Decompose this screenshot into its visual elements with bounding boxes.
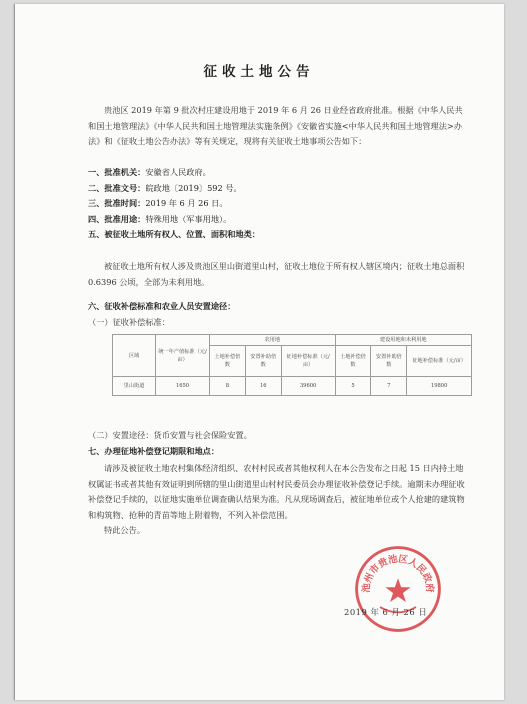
section-5: 五、被征收土地所有权人、位置、面积和地类： xyxy=(88,229,260,239)
page-edge xyxy=(14,4,15,700)
section-4: 四、批准用途：特殊用地（军事用地）。 xyxy=(88,213,232,224)
section-7-body xyxy=(88,461,466,539)
official-seal xyxy=(353,544,443,634)
header-standard-2: 征地补偿标准（元/亩） xyxy=(407,346,472,377)
header-resettle-multiplier-1: 安置补助倍数 xyxy=(245,346,281,377)
cell: 8 xyxy=(209,377,245,396)
section-5-body xyxy=(88,259,466,290)
header-region: 区域 xyxy=(113,335,156,377)
seal-lettering: 池州市贵池区人民政府 xyxy=(360,553,436,594)
header-resettle-multiplier-2: 安置补助倍数 xyxy=(371,346,407,377)
section-6-heading: 六、征收补偿标准和农业人员安置途径： xyxy=(88,301,236,311)
header-annual-output: 统一年产值标准（元/亩） xyxy=(156,335,210,377)
cell: 5 xyxy=(335,377,371,396)
section-6-sub2 xyxy=(88,428,466,459)
sub-2: （二）安置途径：货币安置与社会保险安置。 xyxy=(88,430,252,440)
section-6 xyxy=(88,299,466,330)
sub-1: （一）征收补偿标准： xyxy=(88,316,170,327)
header-land-multiplier-1: 土地补偿倍数 xyxy=(209,346,245,377)
header-land-multiplier-2: 土地补偿倍数 xyxy=(335,346,371,377)
intro-text: 贵池区 2019 年第 9 批次村庄建设用地于 2019 年 6 月 26 日业经省政府批准。根据《中华人民共和国土地管理法》《中华人民共和国土地管理法实施条例》《安徽省实施<中华人民共和国土地管理法>办法》和《征收土地公告办法》等有关规定，现将有关征收土地事项公告如下： xyxy=(88,105,463,146)
cell: 里山街道 xyxy=(113,377,156,396)
cell: 1650 xyxy=(156,377,210,396)
intro-paragraph xyxy=(88,103,466,150)
section-1: 一、批准机关：安徽省人民政府。 xyxy=(88,167,211,177)
cell: 19800 xyxy=(407,377,472,396)
compensation-table xyxy=(112,334,472,396)
cell: 16 xyxy=(245,377,281,396)
section-7-heading: 七、办理征地补偿登记期限和地点： xyxy=(88,445,220,456)
date-signature: 2019 年 6 月 26 日 xyxy=(344,607,428,617)
page-title: 征收土地公告 xyxy=(203,64,315,80)
sections-block xyxy=(88,165,466,243)
closing-text: 特此公告。 xyxy=(104,525,145,535)
group-construction: 建设用地和未利用地 xyxy=(335,335,471,346)
section-7-text: 请涉及被征收土地农村集体经济组织、农村村民或者其他权利人在本公告发布之日起 15 日内持土地权属证书或者其他有效证明到所辖的里山街道里山村村民委员会办理征收补偿登记手续。逾期未办理征收补偿登记手续的，以征地实施单位调查确认结果为准。凡从现场调查后，被征地单位或个人抢建的建筑物和构筑物、抢种的青苗等地上附着物，不列入补偿范围。 xyxy=(88,463,465,520)
cell: 39600 xyxy=(281,377,335,396)
table-row xyxy=(113,377,472,396)
header-standard-1: 征地补偿标准（元/亩） xyxy=(281,346,335,377)
cell: 7 xyxy=(371,377,407,396)
section-2: 二、批准文号：皖政地〔2019〕592 号。 xyxy=(88,182,242,193)
section-5-text: 被征收土地所有权人涉及贵池区里山街道里山村，征收土地位于所有权人辖区境内；征收土地总面积 0.6396 公顷，全部为未利用地。 xyxy=(88,261,465,287)
section-3: 三、批准时间：2019 年 6 月 26 日。 xyxy=(88,198,228,208)
document-page xyxy=(14,4,504,700)
seal-star xyxy=(385,578,410,602)
group-farmland: 农用地 xyxy=(209,335,335,346)
